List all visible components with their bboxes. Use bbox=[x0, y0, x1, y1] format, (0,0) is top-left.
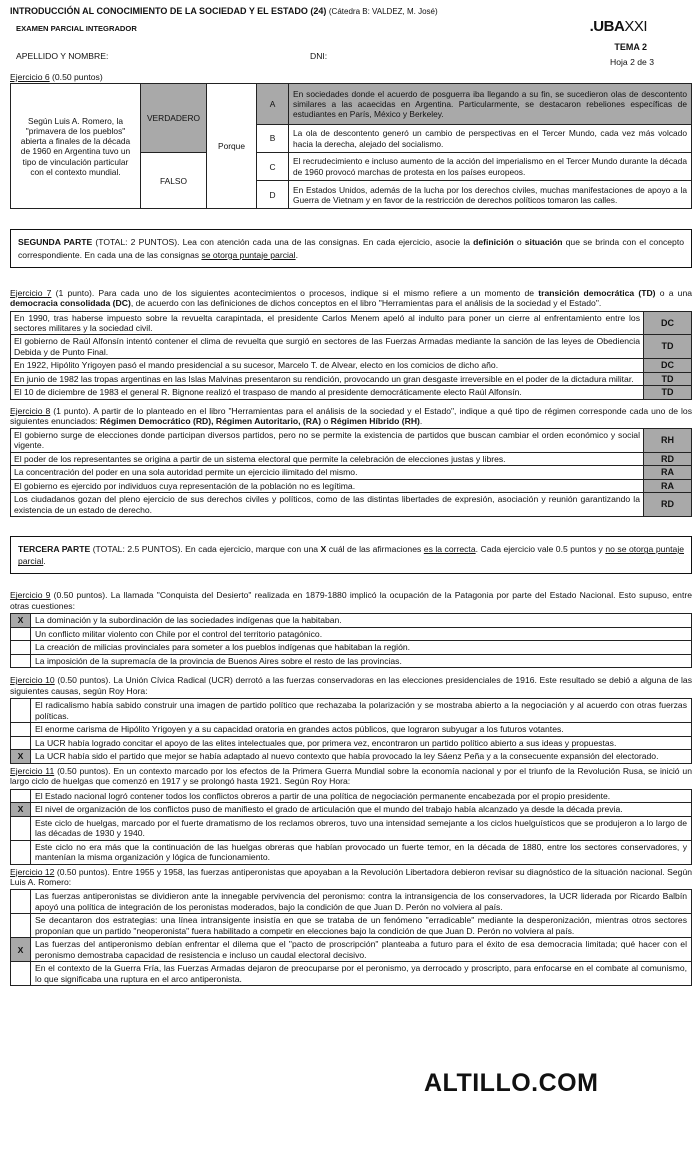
answer-cell[interactable]: RA bbox=[644, 479, 692, 492]
ej11-statement: Ejercicio 11 (0.50 puntos). En un contexto marcado por los efectos de la Primera Guerra Mundial sobre la economía nacional y por el triunfo de la Revolución Rusa, se inició un largo ciclo de huelgas que comenzó en 1917 y se prolongó hasta 1921. Según Roy Hora: bbox=[10, 765, 692, 787]
segunda-parte-box: SEGUNDA PARTE (TOTAL: 2 PUNTOS). Lea con atención cada una de las consignas. En cada ejercicio, asocie la definición o situación que se brinda con el concepto correspondiente. En cada una de las consignas se otorga puntaje parcial. bbox=[10, 229, 692, 267]
mark-box[interactable]: X bbox=[11, 614, 31, 627]
mark-box[interactable]: X bbox=[11, 750, 31, 763]
mark-box[interactable] bbox=[11, 699, 31, 723]
tercera-parte-box: TERCERA PARTE (TOTAL: 2.5 PUNTOS). En cada ejercicio, marque con una X cuál de las afirmaciones es la correcta. Cada ejercicio vale 0.5 puntos y no se otorga puntaje parcial. bbox=[10, 536, 692, 574]
chair-name: (Cátedra B: VALDEZ, M. José) bbox=[328, 7, 438, 16]
course-title: INTRODUCCIÓN AL CONOCIMIENTO DE LA SOCIEDAD Y EL ESTADO (24) (Cátedra B: VALDEZ, M. José) bbox=[10, 6, 438, 16]
option-verdadero[interactable]: VERDADERO bbox=[141, 84, 207, 153]
answer-cell[interactable]: RA bbox=[644, 466, 692, 479]
answer-cell[interactable]: TD bbox=[644, 372, 692, 385]
option-text-c: El recrudecimiento e incluso aumento de la acción del imperialismo en el Tercer Mundo durante la década de 1960 provocó marchas de protesta en los países europeos. bbox=[289, 153, 692, 181]
mark-box[interactable] bbox=[11, 816, 31, 840]
table-row: En junio de 1982 las tropas argentinas en las Islas Malvinas presentaron su rendición, provocando un gran desgaste irreversible en el poder de la dictadura militar. TD bbox=[11, 372, 692, 385]
list-item: Se decantaron dos estrategias: una línea intransigente insistía en que se trataba de un fenómeno "erradicable" mediante la desperonización, mientras otros sectores proponían que un partido "neoperonista" fuera habilitado a competir en elecciones bajo la condición de que Juan D. Perón no volviera al país. bbox=[11, 914, 692, 938]
answer-cell[interactable]: TD bbox=[644, 386, 692, 399]
answer-cell[interactable]: RH bbox=[644, 428, 692, 452]
ej6-question: Según Luis A. Romero, la "primavera de los pueblos" abierta a finales de la década de 1960 en Argentina tuvo un tipo de vinculación particular con el contexto mundial. bbox=[11, 84, 141, 209]
list-item: X La dominación y la subordinación de las sociedades indígenas que la habitaban. bbox=[11, 614, 692, 627]
ej9-statement: Ejercicio 9 (0.50 puntos). La llamada "Conquista del Desierto" realizada en 1879-1880 implicó la ocupación de la Patagonia por parte del Estado Nacional. Esto supuso, entre otras cuestiones: bbox=[10, 590, 692, 611]
uba-xxi-logo: .UBAXXI bbox=[589, 18, 647, 35]
list-item: X El nivel de organización de los conflictos puso de manifiesto el grado de articulación que el mundo del trabajo había alcanzado ya desde la década previa. bbox=[11, 803, 692, 816]
ej6-table bbox=[10, 83, 692, 209]
mark-box[interactable] bbox=[11, 627, 31, 640]
option-letter-c[interactable]: C bbox=[257, 153, 289, 181]
ej8-statement: Ejercicio 8 (1 punto). A partir de lo planteado en el libro "Herramientas para el análisis de la sociedad y el Estado", indique a qué tipo de régimen corresponde cada uno de los siguientes enunciados: Régimen Democrático (RD), Régimen Autoritario, (RA) o Régimen Híbrido (RH). bbox=[10, 405, 692, 427]
list-item: Las fuerzas antiperonistas se dividieron ante la innegable pervivencia del peronismo: contra la intransigencia de los conservadores, la UCR liderada por Ricardo Balbín apoyó una política de integración de los peronistas moderados, bajo la condición de que Juan D. Perón no volviera al país. bbox=[11, 890, 692, 914]
list-item: La UCR había logrado concitar el apoyo de las elites intelectuales que, por primera vez, encontraron un partido político abierto a sus ideas y propuestas. bbox=[11, 736, 692, 749]
table-row: Los ciudadanos gozan del pleno ejercicio de sus derechos civiles y políticos, como de las distintas libertades de expresión, asociación y reunión garantizando la existencia de un estado de derecho. RD bbox=[11, 493, 692, 517]
mark-box[interactable] bbox=[11, 736, 31, 749]
mark-box[interactable] bbox=[11, 789, 31, 802]
porque-label: Porque bbox=[207, 84, 257, 209]
mark-box[interactable] bbox=[11, 641, 31, 654]
option-letter-d[interactable]: D bbox=[257, 181, 289, 209]
mark-box[interactable]: X bbox=[11, 803, 31, 816]
table-row: En 1922, Hipólito Yrigoyen pasó el mando presidencial a su sucesor, Marcelo T. de Alvear, electo en los comicios de dicho año. DC bbox=[11, 359, 692, 372]
ej7-statement: Ejercicio 7 (1 punto). Para cada uno de los siguientes acontecimientos o procesos, indique si el mismo refiere a un momento de transición democrática (TD) o a una democracia consolidada (DC), de acuerdo con las definiciones de dichos conceptos en el libro "Herramientas para el análisis de la sociedad y el Estado". bbox=[10, 287, 693, 309]
list-item: El radicalismo había sabido construir una imagen de partido político que rechazaba la polarización y se mostraba abierto a la negociación y al acuerdo con otras fuerzas políticas. bbox=[11, 699, 692, 723]
option-text-b: La ola de descontento generó un cambio de perspectivas en el Tercer Mundo, cada vez más volcado hacia la derecha, alejado del socialismo. bbox=[289, 124, 692, 152]
exam-type: EXAMEN PARCIAL INTEGRADOR bbox=[16, 24, 137, 33]
mark-box[interactable] bbox=[11, 654, 31, 667]
mark-box[interactable]: X bbox=[11, 938, 31, 962]
exam-header bbox=[10, 6, 692, 72]
ej12-statement: Ejercicio 12 (0.50 puntos). Entre 1955 y 1958, las fuerzas antiperonistas que apoyaban a la Revolución Libertadora debieron revisar su diagnóstico de la situación nacional. Según Luis A. Romero: bbox=[10, 866, 693, 887]
list-item: Este ciclo no era más que la continuación de las huelgas obreras que habían provocado un fuerte temor, en la década de 1880, entre los sectores conservadores, y mantenían la misma organización y lógica de funcionamiento. bbox=[11, 840, 692, 864]
list-item: X Las fuerzas del antiperonismo debían enfrentar el dilema que el "pacto de proscripción" planteaba a futuro para el éxito de esa democracia limitada; qué hacer con el peronismo demostraba capacidad de resistencia e incluso un caudal electoral decisivo. bbox=[11, 938, 692, 962]
list-item: El Estado nacional logró contener todos los conflictos obreros a partir de una política de negociación permanente encabezada por el propio presidente. bbox=[11, 789, 692, 802]
option-falso[interactable]: FALSO bbox=[141, 153, 207, 209]
tema-label: TEMA 2 bbox=[614, 42, 647, 52]
table-row: El poder de los representantes se origina a partir de un sistema electoral que permite la celebración de elecciones justas y libres. RD bbox=[11, 452, 692, 465]
ej6-title: Ejercicio 6 (0.50 puntos) bbox=[10, 72, 103, 82]
list-item: Este ciclo de huelgas, marcado por el fuerte dramatismo de los reclamos obreros, tuvo una intensidad semejante a los ciclos huelguísticos que se produjeron a lo largo de las décadas de 1930 y 1940. bbox=[11, 816, 692, 840]
mark-box[interactable] bbox=[11, 962, 31, 986]
table-row: En 1990, tras haberse impuesto sobre la revuelta carapintada, el presidente Carlos Menem apeló al indulto para poner un cierre al enfrentamiento entre los sectores militares y la sociedad civil. DC bbox=[11, 311, 692, 335]
table-row: El gobierno surge de elecciones donde participan diversos partidos, pero no se permite la existencia de partidos que buscan cambiar el orden económico y social vigente. RH bbox=[11, 428, 692, 452]
mark-box[interactable] bbox=[11, 723, 31, 736]
list-item: X La UCR había sido el partido que mejor se había adaptado al nuevo contexto que había provocado la ley Sáenz Peña y a la consecuente expansión del electorado. bbox=[11, 750, 692, 763]
altillo-watermark: ALTILLO.COM bbox=[424, 1069, 599, 1097]
list-item: La creación de milicias provinciales para someter a los pueblos indígenas que habitaban la región. bbox=[11, 641, 692, 654]
mark-box[interactable] bbox=[11, 840, 31, 864]
answer-cell[interactable]: TD bbox=[644, 335, 692, 359]
mark-box[interactable] bbox=[11, 890, 31, 914]
table-row: El gobierno es ejercido por individuos cuya representación de la población no es legítima. RA bbox=[11, 479, 692, 492]
ej12-options bbox=[10, 889, 692, 986]
mark-box[interactable] bbox=[11, 914, 31, 938]
ej11-options bbox=[10, 789, 692, 865]
list-item: Un conflicto militar violento con Chile por el control del territorio patagónico. bbox=[11, 627, 692, 640]
ej8-table bbox=[10, 428, 692, 517]
ej9-options bbox=[10, 613, 692, 668]
ej7-table bbox=[10, 311, 692, 400]
ej10-statement: Ejercicio 10 (0.50 puntos). La Unión Cívica Radical (UCR) derrotó a las fuerzas conservadoras en las elecciones presidenciales de 1916. Este resultado se debió a alguna de las siguientes causas, según Roy Hora: bbox=[10, 675, 692, 696]
answer-cell[interactable]: RD bbox=[644, 452, 692, 465]
name-label: APELLIDO Y NOMBRE: bbox=[16, 51, 109, 61]
exam-page bbox=[10, 6, 692, 986]
dni-label: DNI: bbox=[310, 51, 328, 61]
answer-cell[interactable]: DC bbox=[644, 359, 692, 372]
list-item: La imposición de la supremacía de la provincia de Buenos Aires sobre el resto de las provincias. bbox=[11, 654, 692, 667]
answer-cell[interactable]: DC bbox=[644, 311, 692, 335]
list-item: El enorme carisma de Hipólito Yrigoyen y a su capacidad oratoria en grandes actos públicos, que lograron subyugar a los futuros votantes. bbox=[11, 723, 692, 736]
option-text-a: En sociedades donde el acuerdo de posguerra iba llegando a su fin, se sucedieron olas de descontento similares a las acaecidas en Argentina. Particularmente, se destacaron rebeliones específicas de estudiantes en París, México y Berkeley. bbox=[289, 84, 692, 124]
answer-cell[interactable]: RD bbox=[644, 493, 692, 517]
list-item: En el contexto de la Guerra Fría, las Fuerzas Armadas dejaron de preocuparse por el peronismo, ya derrocado y proscripto, para enfocarse en el combate al comunismo, lo que significaba una ruptura en el arco antiperonista. bbox=[11, 962, 692, 986]
option-text-d: En Estados Unidos, además de la lucha por los derechos civiles, muchas manifestaciones de apoyo a la Guerra de Vietnam y en favor de la restricción de derechos políticos tomaron las calles. bbox=[289, 181, 692, 209]
option-letter-b[interactable]: B bbox=[257, 124, 289, 152]
table-row: El 10 de diciembre de 1983 el general R. Bignone realizó el traspaso de mando al presidente democráticamente electo Raúl Alfonsín. TD bbox=[11, 386, 692, 399]
table-row: La concentración del poder en una sola autoridad permite un ejercicio ilimitado del mismo. RA bbox=[11, 466, 692, 479]
option-letter-a[interactable]: A bbox=[257, 84, 289, 124]
table-row: El gobierno de Raúl Alfonsín intentó contener el clima de revuelta que surgió en sectores de las Fuerzas Armadas mediante la sanción de las leyes de Obediencia Debida y de Punto Final. TD bbox=[11, 335, 692, 359]
page-number: Hoja 2 de 3 bbox=[610, 57, 654, 67]
ej10-options bbox=[10, 698, 692, 763]
